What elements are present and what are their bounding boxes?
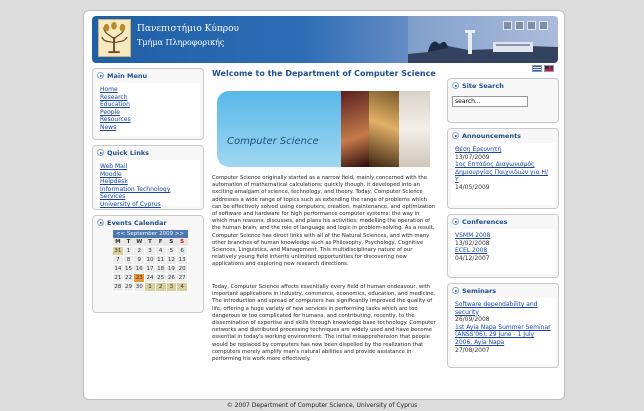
calendar-day[interactable]: 28 — [114, 283, 122, 290]
university-logo[interactable] — [98, 19, 131, 57]
english-flag-icon[interactable] — [544, 65, 554, 72]
calendar-day[interactable]: 8 — [123, 255, 134, 264]
calendar-day[interactable]: 27 — [178, 274, 186, 281]
menu-item-news[interactable]: News — [100, 123, 117, 131]
menu-item-education[interactable]: Education — [100, 101, 130, 109]
arrow-bullet-icon — [452, 82, 459, 89]
arrow-bullet-icon — [452, 218, 459, 225]
calendar-day[interactable]: 18 — [157, 265, 165, 272]
home-icon[interactable] — [503, 21, 512, 30]
calendar-weekday: T — [145, 238, 156, 246]
announcements-box — [447, 128, 559, 209]
calendar-weekday: W — [134, 238, 145, 246]
calendar-weekday: S — [177, 238, 188, 246]
announcements-title: Announcements — [448, 129, 558, 143]
calendar-day[interactable]: 20 — [178, 265, 186, 272]
seminars-box — [447, 283, 559, 368]
calendar-day[interactable]: 2 — [155, 282, 166, 291]
calendar-day[interactable]: 1 — [145, 282, 156, 291]
calendar-day[interactable]: 13 — [178, 256, 186, 263]
events-calendar-title: Events Calendar — [93, 216, 203, 230]
calendar-day[interactable]: 31 — [114, 247, 122, 254]
header-banner — [92, 16, 558, 63]
seminar-link[interactable]: Software dependability and security — [455, 301, 538, 316]
calendar-day[interactable]: 4 — [155, 246, 166, 255]
arrow-bullet-icon — [452, 132, 459, 139]
arrow-bullet-icon — [452, 287, 459, 294]
seminar-link[interactable]: 1st Ayia Napa Summer Seminar (ANSS'06), 29 June - 1 July 2006, Ayia Napa — [455, 323, 551, 346]
calendar-day[interactable]: 4 — [177, 282, 188, 291]
calendar-day[interactable]: 21 — [114, 274, 122, 281]
events-calendar-box — [92, 215, 204, 313]
contact-icon[interactable] — [527, 21, 536, 30]
calendar-day[interactable]: 11 — [157, 256, 165, 263]
calendar-day[interactable]: 23 — [135, 274, 143, 281]
announcement-date: 13/07/2009 — [455, 153, 490, 161]
banner-photo-3 — [399, 91, 430, 167]
banner-text: Computer Science — [227, 136, 319, 147]
greek-flag-icon[interactable] — [532, 65, 542, 72]
calendar-day[interactable]: 29 — [125, 283, 133, 290]
banner-photo-2 — [369, 91, 399, 167]
calendar-widget — [112, 230, 188, 292]
conference-date: 13/02/2008 — [455, 239, 490, 247]
department-name: Τμήμα Πληροφορικής — [137, 38, 225, 47]
banner-photo-1 — [341, 91, 369, 167]
site-search-box — [447, 78, 559, 123]
menu-item-research[interactable]: Research — [100, 93, 128, 101]
calendar-day[interactable]: 16 — [135, 265, 143, 272]
intro-paragraph-1: Computer Science originally started as a narrow field, mainly concerned with the automation of mathematical calculations; quickly though, it developed into an exciting amalgam of science, technology, and theory. Today, Computer Science addresses a wide range of topics such as extending the range of problems which can be effectively solved using computers; creation, maintenance, and optimization of software and hardware for high performance computer systems; the way in which man reasons, discusses, and plans his activities; modelling the operation of the human brain; and the role of language and logic in problem-solving. As a result, Computer Science has direct links with all of the Natural Sciences, and with many other branches of human knowledge such as Philosophy, Psychology, Cognitive Sciences, Linguistics, and Management. This multidisciplinary nature of our relatively young field inherits unlimited opportunities for discovering new applications and exploring new research directions. — [212, 175, 436, 268]
footer-copyright: © 2007 Department of Computer Science, University of Cyprus — [226, 402, 418, 409]
calendar-day[interactable]: 2 — [134, 246, 145, 255]
main-menu-box — [92, 68, 204, 140]
olive-tree-logo-icon — [99, 20, 130, 56]
header-icon-group — [503, 21, 548, 30]
calendar-day[interactable]: 12 — [167, 256, 175, 263]
calendar-day[interactable]: 5 — [166, 246, 177, 255]
calendar-day[interactable]: 24 — [146, 274, 154, 281]
arrow-bullet-icon — [97, 149, 104, 156]
calendar-prev-button[interactable]: << — [115, 231, 126, 237]
arrow-bullet-icon — [97, 219, 104, 226]
calendar-day[interactable]: 3 — [145, 246, 156, 255]
conferences-box — [447, 214, 559, 278]
university-name: Πανεπιστήμιο Κύπρου — [137, 24, 239, 34]
seminar-date: 27/08/2007 — [455, 346, 490, 354]
calendar-day[interactable]: 17 — [146, 265, 154, 272]
search-input[interactable] — [452, 96, 528, 107]
announcement-link[interactable]: Θέση Ερευνητή — [455, 146, 502, 153]
menu-item-resources[interactable]: Resources — [100, 116, 131, 124]
sitemap-icon[interactable] — [515, 21, 524, 30]
quick-link-ucy[interactable]: University of Cyprus — [100, 200, 161, 208]
calendar-day[interactable]: 26 — [167, 274, 175, 281]
calendar-weekday: M — [113, 238, 124, 246]
arrow-bullet-icon — [97, 72, 104, 79]
calendar-table — [112, 230, 188, 292]
print-icon[interactable] — [539, 21, 548, 30]
menu-item-people[interactable]: People — [100, 108, 120, 116]
quick-link-webmail[interactable]: Web Mail — [100, 163, 128, 170]
language-selector — [532, 65, 554, 72]
calendar-day[interactable]: 25 — [157, 274, 165, 281]
calendar-day[interactable]: 15 — [125, 265, 133, 272]
calendar-month-label: September 2009 — [125, 231, 175, 237]
quick-link-moodle[interactable]: Moodle — [100, 170, 122, 178]
page-container — [83, 10, 565, 400]
menu-item-home[interactable]: Home — [100, 86, 118, 93]
announcement-link[interactable]: 1ος Επτάδος Διαγωνισμός Δημιουργίας Παιχνιδιών για Η/Υ — [455, 161, 548, 184]
announcement-date: 14/05/2009 — [455, 183, 490, 191]
quick-links-title: Quick Links — [93, 146, 203, 160]
intro-paragraph-2: Today, Computer Science affects essentially every field of human endeavour, with important applications in industry, commerce, economics, education, and medicine. The introduction and spread of computers has significantly improved the quality of life, offering a huge variety of new services in performing tasks which are too dangerous or too complicated for humans, and contributing, recently, to the dissemination of expertise and skills through knowledge base technology. Computer networks and distributed processing techniques are widely used and have become essential in today's working environment. The initial misapprehension that people would be replaced by computers has now been dispelled by the realization that computers merely amplify man's natural abilities and provide assistance in performing his work more effectively. — [212, 284, 436, 363]
calendar-day[interactable]: 6 — [177, 246, 188, 255]
calendar-weekday: T — [123, 238, 134, 246]
calendar-day[interactable]: 1 — [123, 246, 134, 255]
conference-link[interactable]: ECEL 2008 — [455, 247, 488, 255]
quick-link-helpdesk[interactable]: Helpdesk — [100, 178, 128, 186]
calendar-day[interactable]: 30 — [135, 283, 143, 290]
calendar-day[interactable]: 10 — [146, 256, 154, 263]
site-search-title: Site Search — [448, 79, 558, 93]
calendar-day[interactable]: 9 — [134, 255, 145, 264]
seminar-date: 26/09/2008 — [455, 316, 490, 324]
calendar-weekday: F — [155, 238, 166, 246]
calendar-day[interactable]: 7 — [113, 255, 124, 264]
main-menu-title: Main Menu — [93, 69, 203, 83]
conference-link[interactable]: VSMM 2008 — [455, 232, 491, 239]
computer-science-banner — [217, 91, 430, 167]
calendar-day[interactable]: 22 — [125, 274, 133, 281]
conferences-title: Conferences — [448, 215, 558, 229]
calendar-next-button[interactable]: >> — [174, 231, 185, 237]
calendar-day[interactable]: 3 — [166, 282, 177, 291]
seminars-title: Seminars — [448, 284, 558, 298]
conference-date: 04/12/2007 — [455, 254, 490, 262]
quick-link-its[interactable]: Information Technology Services — [100, 185, 171, 201]
calendar-header — [113, 230, 188, 238]
calendar-weekday: S — [166, 238, 177, 246]
calendar-day[interactable]: 14 — [114, 265, 122, 272]
page-title: Welcome to the Department of Computer Science — [212, 69, 436, 78]
calendar-day[interactable]: 19 — [167, 265, 175, 272]
quick-links-box — [92, 145, 204, 210]
